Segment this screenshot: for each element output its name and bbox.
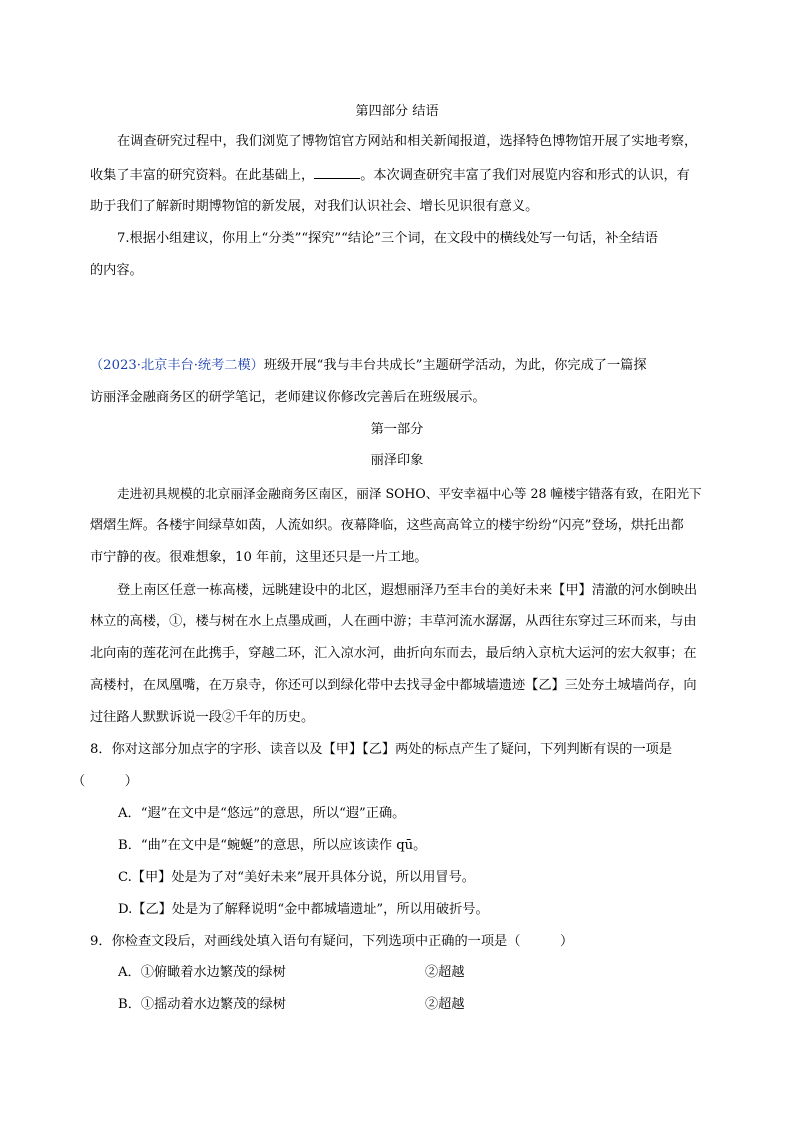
passage-line: 走进初具规模的北京丽泽金融商务区南区，丽泽 SOHO、平安幸福中心等 28 幢楼宇错落有致，在阳光下 — [117, 486, 702, 501]
question-7-stem: 的内容。 — [90, 263, 143, 278]
part1-title: 丽泽印象 — [370, 453, 424, 468]
passage-line: 高楼村，在凤凰嘴，在万泉寺，你还可以到绿化带中去找寻金中都城墙遗迹【乙】三处夯土城墙尚存，向 — [90, 678, 697, 693]
passage-line: 过往路人默默诉说一段②千年的历史。 — [90, 710, 315, 725]
question-7-stem: 7.根据小组建议，你用上“分类”“探究”“结论”三个词，在文段中的横线处写一句话，补全结语 — [117, 231, 658, 246]
question-8-option-b: B．“曲”在文中是“蜿蜒”的意思，所以应该读作 qū。 — [118, 838, 427, 853]
question-8-option-c: C.【甲】处是为了对“美好未来”展开具体分说，所以用冒号。 — [118, 870, 475, 885]
part1-heading: 第一部分 — [370, 422, 424, 437]
text-span: 班级开展“我与丰台共成长”主题研学活动，为此，你完成了一篇探 — [263, 358, 647, 373]
passage-line: 林立的高楼，①，楼与树在水上点墨成画，人在画中游；丰草河流水潺潺，从西往东穿过三环而来，与由 — [90, 614, 697, 629]
question-8-stem: 8．你对这部分加点字的字形、读音以及【甲】【乙】两处的标点产生了疑问，下列判断有误的一项是 — [90, 742, 673, 757]
part4-heading: 第四部分 结语 — [355, 104, 439, 119]
part4-paragraph-line: 在调查研究过程中，我们浏览了博物馆官方网站和相关新闻报道，选择特色博物馆开展了实地考察， — [117, 134, 698, 149]
section-intro — [90, 357, 647, 375]
section-intro: 访丽泽金融商务区的研学笔记，老师建议你修改完善后在班级展示。 — [90, 390, 486, 405]
question-8-option-d: D.【乙】处是为了解释说明“金中都城墙遗址”，所以用破折号。 — [118, 902, 489, 917]
question-8-option-a: A．“遐”在文中是“悠远”的意思，所以“遐”正确。 — [118, 806, 406, 821]
passage-line: 熠熠生辉。各楼宇间绿草如茵，人流如织。夜幕降临，这些高高耸立的楼宇纷纷“闪亮”登场，烘托出都 — [90, 518, 684, 533]
passage-line: 市宁静的夜。很难想象，10 年前，这里还只是一片工地。 — [90, 550, 428, 565]
question-9-option-b-part2: ②超越 — [425, 997, 465, 1012]
part4-paragraph-line: 助于我们了解新时期博物馆的新发展，对我们认识社会、增长见识很有意义。 — [90, 199, 539, 214]
passage-line: 登上南区任意一栋高楼，远眺建设中的北区，遐想丽泽乃至丰台的美好未来【甲】清澈的河水倒映出 — [117, 583, 698, 598]
text-span: 。本次调查研究丰富了我们对展览内容和形式的认识，有 — [360, 168, 690, 183]
question-source-tag: （2023·北京丰台·统考二模） — [90, 358, 264, 373]
question-9-option-a: A．①俯瞰着水边繁茂的绿树 — [118, 965, 286, 980]
passage-line: 北向南的莲花河在此携手，穿越二环，汇入凉水河，曲折向东而去，最后纳入京杭大运河的宏大叙事；在 — [90, 646, 697, 661]
question-8-answer-blank: （ ） — [72, 774, 138, 789]
part4-paragraph-line — [90, 166, 690, 185]
question-9-option-b: B．①摇动着水边繁茂的绿树 — [118, 997, 286, 1012]
question-9-stem: 9．你检查文段后，对画线处填入语句有疑问，下列选项中正确的一项是（ ） — [90, 934, 574, 949]
question-9-option-a-part2: ②超越 — [425, 965, 465, 980]
blank-underline — [314, 166, 360, 179]
text-span: 收集了丰富的研究资料。在此基础上， — [90, 168, 315, 183]
